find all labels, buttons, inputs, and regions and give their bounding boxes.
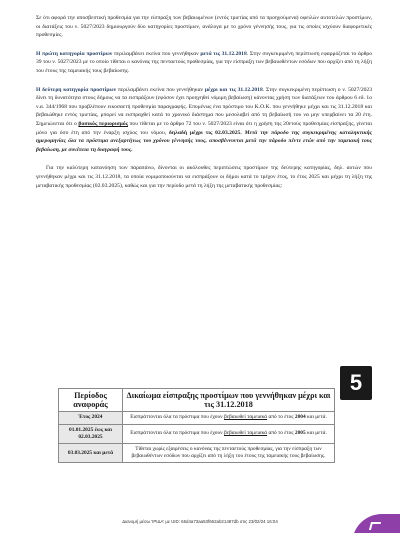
right-cell: Εισπράττονται όλα τα πρόστιμα που έχουν βεβαιωθεί ταμειακά από το έτος 2005 και μετά. bbox=[123, 424, 335, 443]
document-body bbox=[36, 14, 372, 190]
period-cell: Έτος 2024 bbox=[59, 412, 123, 424]
paragraph-second-category bbox=[36, 86, 372, 155]
corner-logo-icon bbox=[352, 514, 400, 533]
second-category-date: μέχρι και τις 31.12.2018 bbox=[204, 86, 263, 93]
paragraph-text: περιλαμβάνει εκείνα που γεννήθηκαν bbox=[112, 50, 201, 57]
paragraph-limitation-intro bbox=[36, 14, 372, 40]
distribution-footer: Διανομή μέσω 'ΙΡΙΔΑ' με UID: 65d4a73aa53f662ab21487db στις 23/02/24 16:04 bbox=[122, 519, 278, 524]
collection-rights-table bbox=[58, 388, 335, 463]
right-cell: Εισπράττονται όλα τα πρόστιμα που έχουν βεβαιωθεί ταμειακά από το έτος 2004 και μετά. bbox=[123, 412, 335, 424]
post-deadline-rule: Μετά την πάροδο της συγκεκριμένης καταληκτικής ημερομηνίας όλα τα πρόστιμα ανεξαρτήτως του χρόνου γέννησής τους, αποσβέννυνται μετά την πάροδο πέντε ετών από την ταμειακή τους βεβαίωση, με συνέπεια τη διαγραφή τους. bbox=[36, 129, 373, 153]
second-category-heading: Η δεύτερη κατηγορία προστίμων bbox=[36, 86, 117, 93]
paragraph-first-category bbox=[36, 50, 372, 76]
column-header-right: Δικαίωμα είσπραξης προστίμων που γεννήθηκαν μέχρι και τις 31.12.2018 bbox=[123, 389, 335, 412]
right-cell: Τίθεται χωρίς εξαιρέσεις ο κανόνας της πενταετούς προθεσμίας, για την είσπραξη των βεβαιωθέντων εσόδων που αρχίζει από τη λήξη του έτους της ταμειακής τους βεβαίωσης. bbox=[123, 444, 335, 463]
table-row bbox=[59, 444, 335, 463]
paragraph-text: . Στην συγκεκριμένη περίπτωση ο ν. 5027/2023 δίνει τη δυνατότητα στους δήμους να τα εισπράξουν (εφόσον έχει προηγηθεί νόμιμη βεβαίωση) κάνοντας χρήση των διατάξεων του άρθρου 6 εδ. 1ο ν.α. 344/1968 που προβλέπουν εικοσαετή προθεσμία παραγραφής. Επομένως ένα πρόστιμο του Κ.Ο.Κ. που γεννήθηκε μέχρι και τις 31.12.2018 και βεβαιώθηκε εντός τριετίας, μπορεί να εισπραχθεί κατά το χρονικό διάστημα που μεσολαβεί από τη βεβαίωσή του να μην υπερβαίνει τα 20 έτη. Σημειώνεται ότι ο bbox=[36, 86, 373, 127]
paragraph-text: Σε ότι αφορά την αποσβεστική προθεσμία για την είσπραξη των βεβαιωμένων (εντός τριετίας από τα προηγούμενα) οφειλών αυτοτελών προστίμων, οι διατάξεις του ν. 5027/2023 δημιουργούν δύο κατηγορίες προστίμων, ανάλογα με το χρόνο γέννησής τους, για τις οποίες ισχύουν διαφορετικές προθεσμίες. bbox=[36, 15, 372, 39]
first-category-date: μετά τις 31.12.2018 bbox=[200, 50, 247, 57]
period-cell: 01.01.2025 έως και 02.03.2025 bbox=[59, 424, 123, 443]
paragraph-text: που τίθεται με το άρθρο 72 του ν. 5027/2023 είναι ότι η χρήση της 20ετούς προθεσμίας είσπραξης, γίνεται μόνο για όσο έτη από την έναρξη ισχύος του νόμου, bbox=[36, 120, 372, 136]
main-restriction-term: βασικός περιορισμός bbox=[78, 120, 129, 127]
first-category-heading: Η πρώτη κατηγορία προστίμων bbox=[36, 50, 113, 57]
column-header-period: Περίοδος αναφοράς bbox=[59, 389, 123, 412]
page-section-badge bbox=[340, 366, 372, 400]
badge-number: 5 bbox=[349, 370, 363, 395]
paragraph-examples-intro bbox=[36, 164, 372, 190]
table-row bbox=[59, 412, 335, 424]
table-header-row bbox=[59, 389, 335, 412]
paragraph-text: περιλαμβάνει εκείνα που γεννήθηκαν bbox=[116, 86, 205, 93]
paragraph-text: . Στην συγκεκριμένη περίπτωση εφαρμόζεται το άρθρο 39 του ν. 5027/2023 με το οποίο τίθεται ο κανόνας της πενταετούς προθεσμίας, για την είσπραξη των βεβαιωθέντων εσόδων που αρχίζει από τη λήξη του έτους της ταμειακής τους βεβαίωσης. bbox=[36, 50, 372, 74]
transition-deadline: δηλαδή μέχρι τις 02.03.2025. bbox=[169, 129, 242, 136]
table-row bbox=[59, 424, 335, 443]
period-cell: 03.03.2025 και μετά bbox=[59, 444, 123, 463]
paragraph-text: Για την καλύτερη κατανόηση των παραπάνω, δίνονται οι ακόλουθες περιπτώσεις προστίμων της δεύτερης κατηγορίας, δηλ. αυτών που γεννήθηκαν μέχρι και τις 31.12.2018, τα οποία νομιμοποιούνται να εισπράξουν οι δήμοι κατά το τρέχον έτος, το έτος 2025 και μέχρι τη λήξη της μεταβατικής προθεσμίας (02.03.2025), καθώς και για την περίοδο μετά τη λήξη της μεταβατικής προθεσμίας: bbox=[36, 165, 372, 189]
